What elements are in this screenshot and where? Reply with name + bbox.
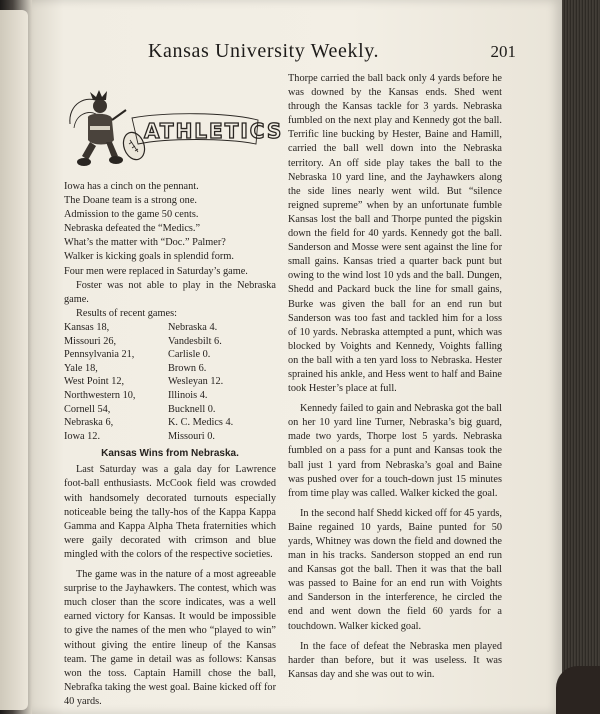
results-heading: Results of recent games: [76,307,177,319]
result-loser: Nebraska 4. [168,321,218,333]
table-row [64,335,276,349]
result-winner: Yale 18, [64,362,98,374]
note-line: The Doane team is a strong one. [64,195,197,207]
table-row [64,403,276,417]
table-row [64,389,276,403]
logo-text: ATHLETICS [144,119,284,143]
notes-list [64,180,276,307]
note-line: Four men were replaced in Saturday’s game. [64,265,248,277]
article-paragraph: Kennedy failed to gain and Nebraska got the ball on her 10 yard line Turner, Nebraska’s big guard, made two yards, Thorpe lost 5 yards. Nebraska fumbled on a pass for a punt and Kansas took the ball just 1 yard from Nebraska’s goal and Baine was pushed over for a touch-down just 15 minutes from time play was called. Walker kicked the goal. [288,403,502,499]
article-paragraph: Last Saturday was a gala day for Lawrence foot-ball enthusiasts. McCook field was crowded with handsomely decorated turnouts especially noticeable being the tally-hos of the Kappa Kappa Gamma and Kappa Alpha Theta fraternities which were gaily decorated with crimson and blue mingled with the colors of the respective societies. [64,464,276,560]
results-table [64,321,276,443]
result-loser: Bucknell 0. [168,403,216,415]
note-line: Iowa has a cinch on the pennant. [64,181,199,192]
result-winner: Northwestern 10, [64,389,136,401]
table-row [64,375,276,389]
page-header [98,40,538,66]
result-loser: Brown 6. [168,362,207,374]
book-page-edges [562,0,600,714]
article-paragraph: In the face of defeat the Nebraska men played harder than before, but it was useless. It was Kansas day and she was out to win. [288,640,502,680]
note-line: Admission to the game 50 cents. [64,209,199,221]
table-row [64,362,276,376]
note-line: Nebraska defeated the “Medics.” [64,223,201,235]
football-player-icon [77,90,126,166]
page-title: Kansas University Weekly. [148,40,380,62]
result-loser: Missouri 0. [168,430,215,442]
result-loser: Wesleyan 12. [168,376,224,388]
right-column [288,72,502,682]
page-number: 201 [490,42,516,61]
left-column [64,180,276,709]
note-line: Foster was not able to play in the Nebraska game. [64,279,276,305]
result-winner: Missouri 26, [64,335,117,347]
article-paragraph: Thorpe carried the ball back only 4 yards before he was downed by the Kansas ends. Shed went through the Kansas tackle for 3 yards. Nebraska fumbled on the next play and Kennedy got the ball. Terrific line bucking by Hester, Baine and Hamill, carried the ball well down into the Nebraska territory. An off side play takes the ball to the Nebraska 10 yard line, and the Jayhawkers along the side lines nearly went wild. But “silence reigned supreme” when by an unfortunate fumble Kansas lost the ball and Thorpe punted the pigskin down the field for 40 yards. Kennedy got the ball. Sanderson and Mosse were sent against the line for small gains. Kansas tried a quarter back punt but owing to the wind lost 10 yds and the ball. Dungen, Shedd and Packard buck the line for small gains, Burke was given the ball for an end run but Sanderson was too fast and tackled him for a loss of 10 yards. Nebraska attempted a punt, which was blocked by Voights and Kennedy, Voights falling on the ball with a ten yard loss to Nebraska. Hester sprained his ankle, and Hess went to half and Baine took Hester’s place at full. [288,73,502,395]
athletics-logo [66,84,284,180]
result-winner: Pennsylvania 21, [64,349,135,361]
note-line: What’s the matter with “Doc.” Palmer? [64,237,226,249]
table-row [64,321,276,335]
previous-page-edge [0,10,28,710]
result-winner: Iowa 12. [64,430,101,442]
result-winner: Kansas 18, [64,321,110,333]
table-row [64,416,276,430]
table-row [64,348,276,362]
article-paragraph: The game was in the nature of a most agreeable surprise to the Jayhawkers. The contest, which was much closer than the score indicates, was a well earned victory for Kansas. It would be impossible to give the names of the men who “played to win” without giving the entire lineup of the Kansas team. The game in detail was as follows: Kansas won the toss. Captain Hamill chose the ball, Nebrafka taking the west goal. Baine kicked off for 40 yards. [64,569,276,707]
result-winner: Nebraska 6, [64,417,114,429]
thumb-shadow [556,666,600,714]
result-winner: West Point 12, [64,376,125,388]
result-loser: K. C. Medics 4. [168,417,234,429]
article-heading: Kansas Wins from Nebraska. [101,448,239,460]
result-loser: Illinois 4. [168,389,208,401]
table-row [64,430,276,444]
result-loser: Vandesbilt 6. [168,335,222,347]
note-line: Walker is kicking goals in splendid form. [64,251,234,263]
result-winner: Cornell 54, [64,403,111,415]
article-paragraph: In the second half Shedd kicked off for 45 yards, Baine regained 10 yards, Baine punted for 50 yards, Whitney was down the field and downed the man in his tracks. Sanderson stopped an end run and Kansas got the ball. Then it was that the ball was passed to Baine for an end run with Voights and Sanderson in the interference, he circled the end and went down the field 60 yards for a touchdown. Walker kicked goal. [288,507,502,632]
result-loser: Carlisle 0. [168,349,211,361]
